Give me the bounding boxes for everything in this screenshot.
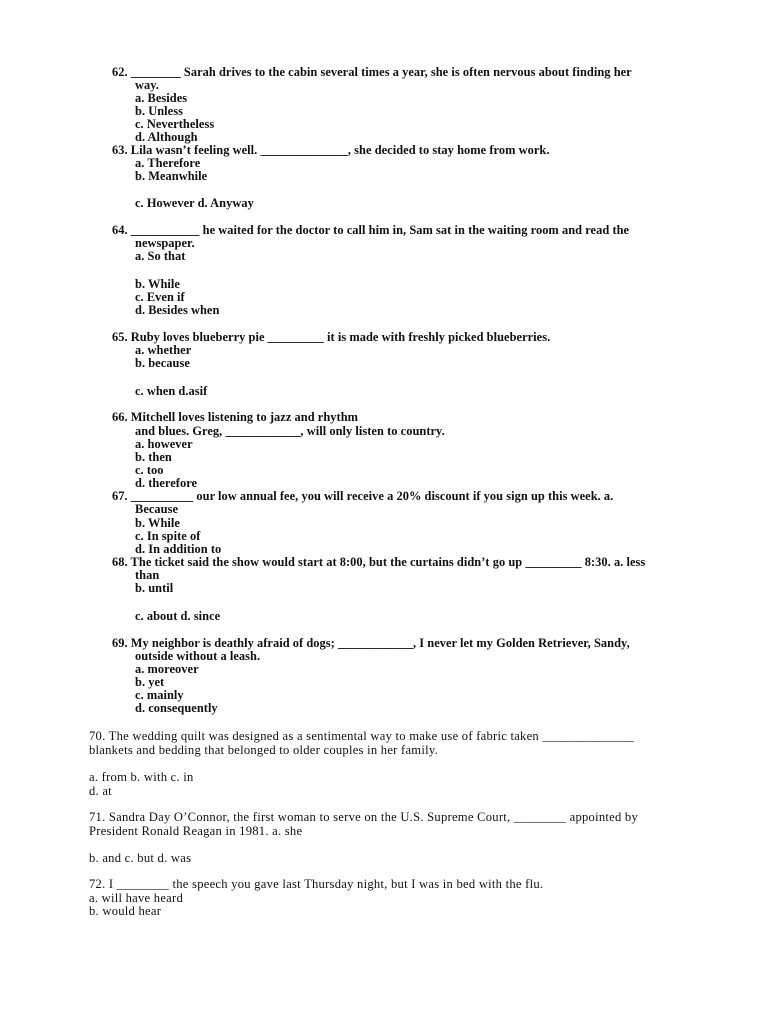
question-line: d. In addition to bbox=[135, 542, 222, 556]
question-line: b. While bbox=[135, 516, 180, 530]
question-line: b. Meanwhile bbox=[135, 169, 208, 183]
question-line: Because bbox=[135, 502, 179, 516]
question-line: b. until bbox=[135, 581, 174, 595]
question-line: c. mainly bbox=[135, 688, 184, 702]
question-stem: 66. Mitchell loves listening to jazz and rhythm bbox=[112, 410, 359, 424]
question-line: b. yet bbox=[135, 675, 165, 689]
question-line: c. In spite of bbox=[135, 529, 201, 543]
question-line: a. however bbox=[135, 437, 193, 451]
question-line: b. because bbox=[135, 356, 190, 370]
question-line: c. However d. Anyway bbox=[135, 196, 254, 210]
question-stem: 65. Ruby loves blueberry pie _________ it is made with freshly picked blueberries. bbox=[112, 330, 551, 344]
question-line: a. will have heard bbox=[89, 891, 184, 905]
question-line: b. then bbox=[135, 450, 172, 464]
question-line: c. Nevertheless bbox=[135, 117, 215, 131]
question-line: way. bbox=[135, 78, 159, 92]
question-line: b. While bbox=[135, 277, 180, 291]
question-line: President Ronald Reagan in 1981. a. she bbox=[89, 824, 303, 838]
question-line: d. consequently bbox=[135, 701, 218, 715]
question-line: d. Although bbox=[135, 130, 198, 144]
question-line: c. when d.asif bbox=[135, 384, 208, 398]
question-line: b. would hear bbox=[89, 904, 162, 918]
question-line: a. Therefore bbox=[135, 156, 201, 170]
question-line: blankets and bedding that belonged to older couples in her family. bbox=[89, 743, 438, 757]
question-line: a. from b. with c. in bbox=[89, 770, 194, 784]
question-stem: 70. The wedding quilt was designed as a sentimental way to make use of fabric taken ______________ bbox=[89, 729, 635, 743]
question-line: a. Besides bbox=[135, 91, 188, 105]
question-stem: 64. ___________ he waited for the doctor to call him in, Sam sat in the waiting room and read the bbox=[112, 223, 630, 237]
question-line: outside without a leash. bbox=[135, 649, 261, 663]
question-line: a. moreover bbox=[135, 662, 199, 676]
question-line: than bbox=[135, 568, 160, 582]
question-stem: 68. The ticket said the show would start at 8:00, but the curtains didn’t go up _________ 8:30. a. less bbox=[112, 555, 646, 569]
question-line: a. whether bbox=[135, 343, 192, 357]
question-line: d. at bbox=[89, 784, 112, 798]
question-stem: 67. __________ our low annual fee, you will receive a 20% discount if you sign up this week. a. bbox=[112, 489, 614, 503]
question-line: d. Besides when bbox=[135, 303, 220, 317]
question-stem: 71. Sandra Day O’Connor, the first woman to serve on the U.S. Supreme Court, ________ appointed by bbox=[89, 810, 639, 824]
question-line: c. about d. since bbox=[135, 609, 221, 623]
question-line: c. too bbox=[135, 463, 164, 477]
question-line: a. So that bbox=[135, 249, 186, 263]
question-line: b. and c. but d. was bbox=[89, 851, 192, 865]
question-line: and blues. Greg, ____________, will only listen to country. bbox=[135, 424, 445, 438]
question-stem: 63. Lila wasn’t feeling well. ______________, she decided to stay home from work. bbox=[112, 143, 550, 157]
question-line: c. Even if bbox=[135, 290, 185, 304]
question-stem: 62. ________ Sarah drives to the cabin several times a year, she is often nervous about finding her bbox=[112, 65, 632, 79]
question-line: newspaper. bbox=[135, 236, 195, 250]
question-stem: 72. I ________ the speech you gave last Thursday night, but I was in bed with the flu. bbox=[89, 877, 544, 891]
question-line: d. therefore bbox=[135, 476, 198, 490]
question-line: b. Unless bbox=[135, 104, 183, 118]
question-stem: 69. My neighbor is deathly afraid of dogs; ____________, I never let my Golden Retriever, Sandy, bbox=[112, 636, 630, 650]
